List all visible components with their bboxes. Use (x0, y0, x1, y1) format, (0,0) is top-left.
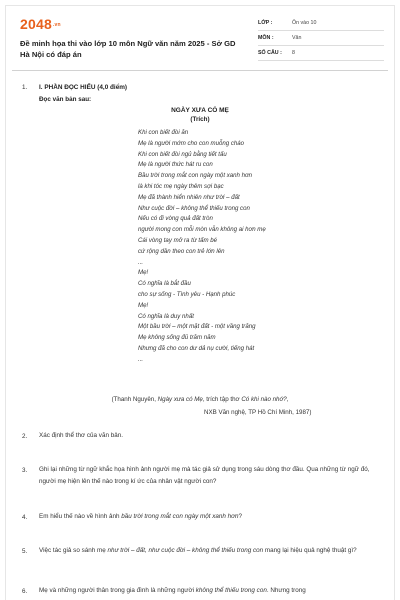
poem-line: Nếu có đi vòng quả đất tròn (138, 215, 213, 223)
meta-value: Ôn vào 10 (292, 20, 317, 26)
question-text-part: . Nhưng trong (266, 587, 306, 594)
poem-line: người mong con mỗi mòn vẫn không ai hơn mẹ (138, 226, 266, 234)
meta-label: MÔN : (258, 35, 274, 41)
question-number: 2. (22, 433, 28, 440)
citation-work-title: Ngày xưa có Mẹ (157, 396, 203, 403)
poem-line: Mẹ! (138, 301, 149, 309)
question-text-part: mang lại hiệu quả nghệ thuật gì? (263, 547, 357, 554)
poem-line: Như cuộc đời – không thể thiếu trong con (138, 204, 250, 212)
citation-text: , (286, 396, 289, 403)
question-number: 5. (22, 548, 28, 555)
meta-label: LỚP : (258, 20, 273, 26)
poem-line: là khi tóc mẹ ngày thêm sợi bạc (138, 182, 224, 190)
poem-line: Cái vòng tay mở ra từ tấm bé (138, 236, 218, 244)
site-logo[interactable] (20, 16, 61, 33)
poem-line: Có nghĩa là bắt đầu (138, 280, 191, 288)
question-number: 3. (22, 467, 28, 474)
meta-row-class (258, 16, 384, 31)
citation-collection-title: Có khi nào nhớ? (241, 396, 287, 403)
poem-line: Mẹ là người mớm cho con muỗng cháo (138, 139, 245, 147)
question-text (39, 545, 379, 557)
header-divider (12, 70, 388, 71)
poem-note: (Trích) (190, 116, 210, 123)
poem-line: Khi con biết đòi ăn (138, 129, 189, 136)
poem-line: Mẹ! (138, 269, 149, 277)
poem-line: Bầu trời trong mắt con ngày một xanh hơn (138, 172, 253, 180)
poem-line: Nhưng đã cho con dư dả nụ cười, tiếng hát (138, 344, 255, 352)
poem-line: cho sự sống - Tình yêu - Hạnh phúc (138, 290, 236, 298)
poem-line: Mẹ không sống đủ trăm năm (138, 334, 216, 342)
question-number: 6. (22, 588, 28, 595)
question-text: Xác định thể thơ của văn bản. (39, 432, 123, 439)
poem-line: Mẹ đã thành hiển nhiên như trời – đất (138, 193, 240, 201)
meta-value: 8 (292, 50, 295, 56)
question-text (39, 585, 379, 597)
section-title: I. PHẦN ĐỌC HIỂU (4,0 điểm) (39, 84, 128, 91)
poem-line: cứ rộng dần theo con trẻ lớn lên (138, 247, 225, 255)
poem-line: Mẹ là người thức hát ru con (138, 161, 213, 169)
question-number: 4. (22, 514, 28, 521)
question-text (39, 511, 379, 523)
poem-title: NGÀY XƯA CÓ MẸ (171, 107, 229, 114)
meta-row-subject (258, 31, 384, 46)
section-subtitle: Đọc văn bản sau: (39, 96, 92, 103)
poem-line: Một bầu trời – một mặt đất - một vầng trăng (138, 323, 256, 331)
poem-line: ... (138, 258, 144, 266)
question-text-part: Em hiểu thế nào về hình ảnh (39, 513, 122, 520)
poem-line: Khi con biết đòi ngủ bằng tiết tấu (138, 150, 227, 158)
meta-label: SỐ CÂU : (258, 50, 282, 56)
citation-text: , trích tập thơ (202, 396, 242, 403)
question-text-part: ? (238, 513, 242, 520)
quoted-phrase: bầu trời trong mắt con ngày một xanh hơn (121, 513, 239, 520)
document-header (12, 12, 388, 70)
meta-value: Văn (292, 35, 302, 41)
citation-text: (Thanh Nguyên, (111, 396, 158, 403)
poem-line: ... (138, 355, 144, 363)
question-text: Ghi lại những từ ngữ khắc họa hình ảnh người mẹ mà tác giả sử dụng trong sáu dòng thơ đầu. Qua những từ ngữ đó, người mẹ hiện lên thế nào trong kí ức của nhân vật người con? (39, 466, 370, 485)
logo-suffix: .vn (52, 22, 61, 29)
document-meta (258, 16, 384, 61)
question-text-part: Mẹ và những người thân trong gia đình là những người (39, 587, 196, 594)
poem-line: Có nghĩa là duy nhất (138, 312, 194, 320)
meta-row-question-count (258, 46, 384, 61)
poem-text (138, 128, 368, 366)
question-text-part: Việc tác giả so sánh mẹ (39, 547, 108, 554)
document-title: Đề minh họa thi vào lớp 10 môn Ngữ văn năm 2025 - Sở GD Hà Nội có đáp án (20, 39, 236, 59)
question-number: 1. (22, 84, 28, 91)
logo-text: 2048 (20, 16, 52, 32)
poem-publisher: NXB Văn nghệ, TP Hồ Chí Minh, 1987) (204, 409, 312, 416)
quoted-phrase: như trời – đất, như cuộc đời – không thể thiếu trong con (107, 547, 264, 554)
poem-citation (22, 396, 378, 403)
quoted-phrase: không thể thiếu trong con (195, 587, 267, 594)
